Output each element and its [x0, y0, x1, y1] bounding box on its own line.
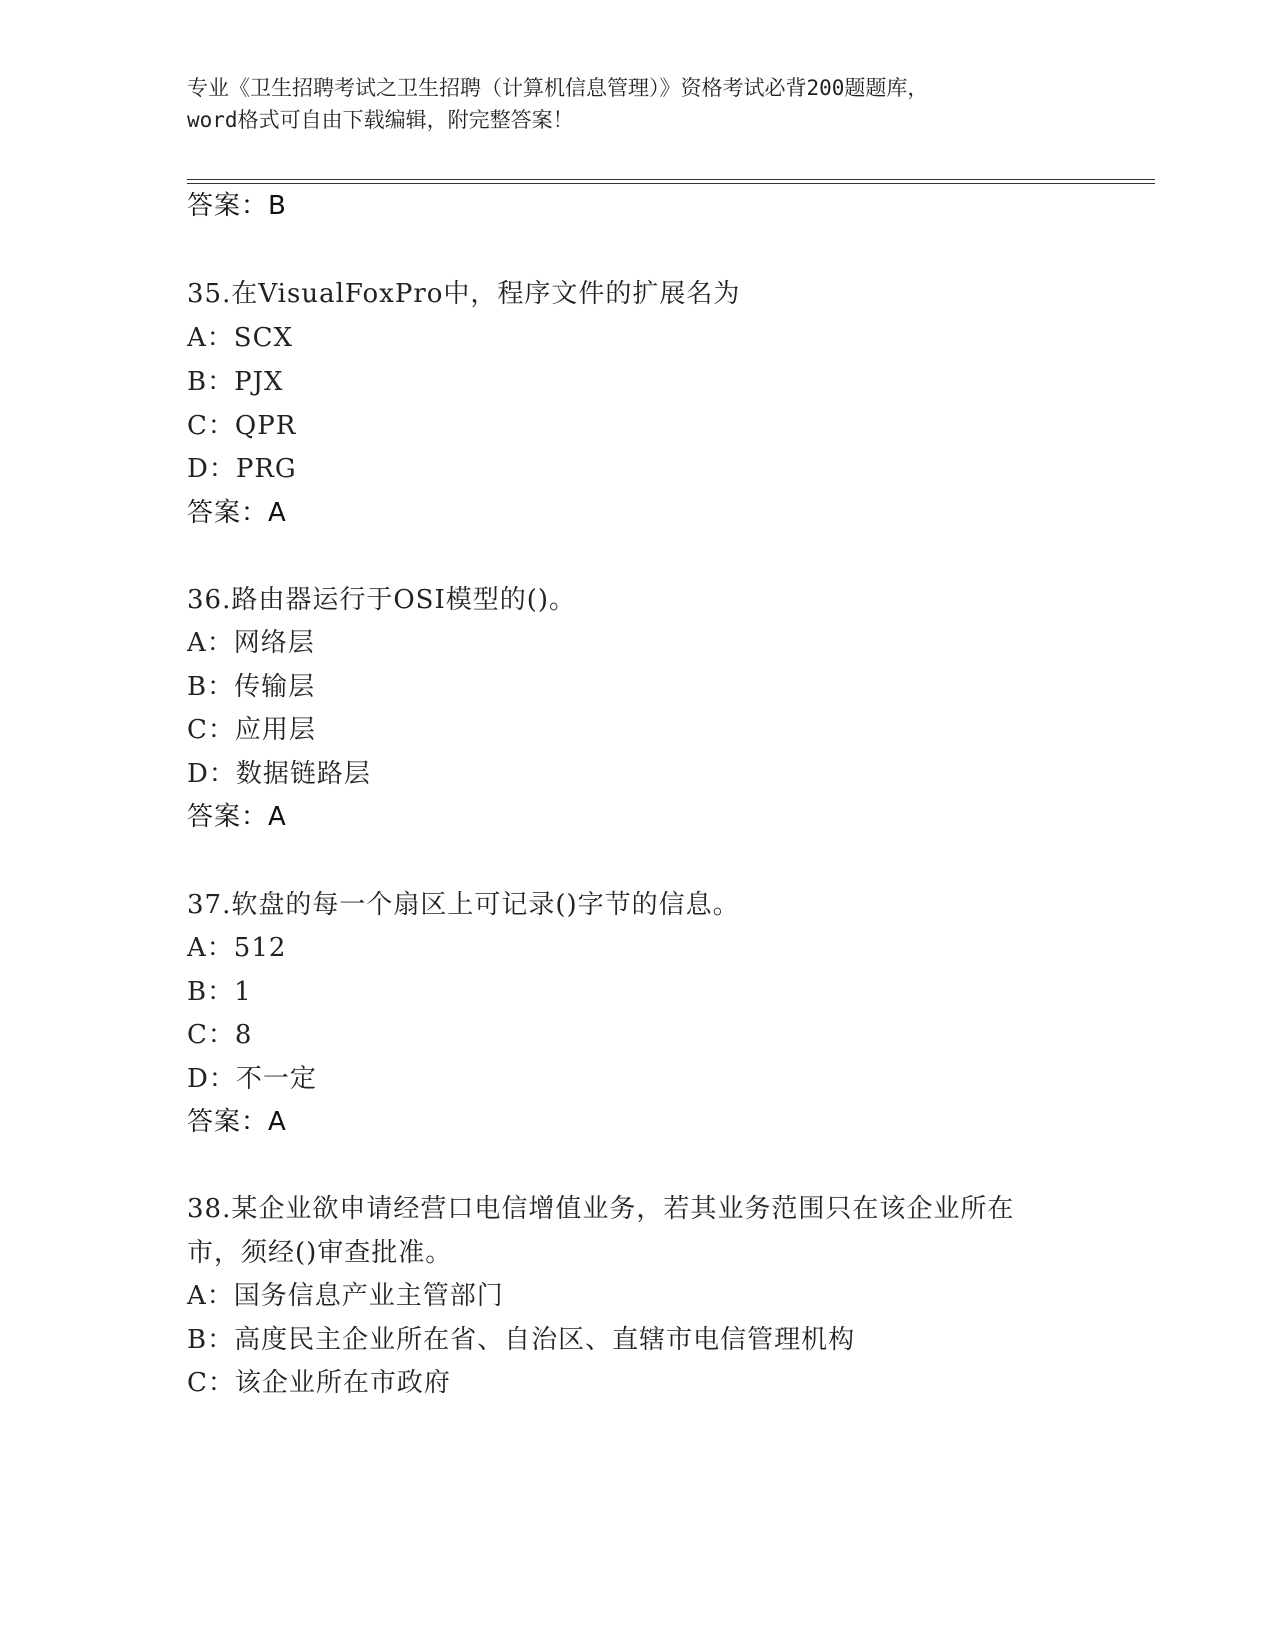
answer-prev: 答案：B: [187, 191, 287, 221]
question-38-line-1: 38.某企业欲申请经营口电信增值业务，若其业务范围只在该企业所在: [187, 1194, 1015, 1224]
header-line-2: word格式可自由下载编辑，附完整答案！: [187, 108, 574, 132]
q35-option-b: B：PJX: [187, 367, 284, 397]
q38-option-c: C：该企业所在市政府: [187, 1368, 451, 1398]
q38-option-b: B：高度民主企业所在省、自治区、直辖市电信管理机构: [187, 1325, 856, 1355]
question-36: 36.路由器运行于OSI模型的()。: [187, 585, 577, 615]
header-divider-bottom: [187, 183, 1155, 184]
q36-option-d: D：数据链路层: [187, 759, 371, 789]
q36-option-c: C：应用层: [187, 715, 316, 745]
q36-answer: 答案：A: [187, 802, 287, 832]
q37-option-a: A：512: [187, 933, 287, 963]
q36-option-b: B：传输层: [187, 672, 316, 702]
question-38-line-2: 市，须经()审查批准。: [187, 1238, 453, 1268]
q35-option-c: C：QPR: [187, 411, 297, 441]
header-divider-top: [187, 179, 1155, 180]
q38-option-a: A：国务信息产业主管部门: [187, 1281, 504, 1311]
question-35: 35.在VisualFoxPro中，程序文件的扩展名为: [187, 279, 741, 309]
q35-option-d: D：PRG: [187, 454, 297, 484]
document-header: [187, 72, 1087, 136]
q37-option-c: C：8: [187, 1020, 253, 1050]
q37-answer: 答案：A: [187, 1107, 287, 1137]
q36-option-a: A：网络层: [187, 628, 315, 658]
header-line-1: 专业《卫生招聘考试之卫生招聘（计算机信息管理）》资格考试必背200题题库，: [187, 76, 929, 100]
q35-option-a: A：SCX: [187, 323, 293, 353]
q35-answer: 答案：A: [187, 498, 287, 528]
q37-option-d: D：不一定: [187, 1064, 317, 1094]
question-37: 37.软盘的每一个扇区上可记录()字节的信息。: [187, 890, 740, 920]
q37-option-b: B：1: [187, 977, 252, 1007]
